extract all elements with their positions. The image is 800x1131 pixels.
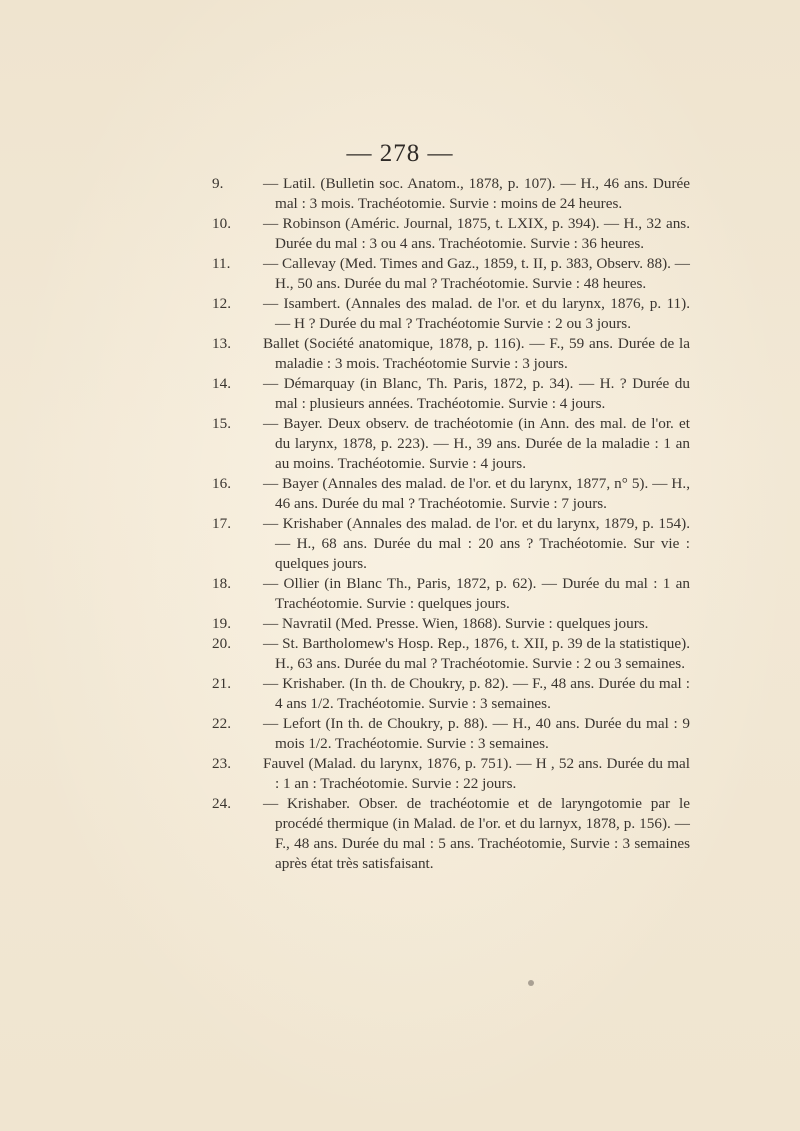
entry-number: 22. [212,715,231,732]
entry-text: — Callevay (Med. Times and Gaz., 1859, t. II, p. 383, Observ. 88). — H., 50 ans. Durée du mal ? Trachéotomie. Survie : 48 heures. [263,255,690,292]
list-item [212,754,690,794]
list-item [212,714,690,754]
list-item [212,514,690,574]
entry-text: — Démarquay (in Blanc, Th. Paris, 1872, p. 34). — H. ? Durée du mal : plusieurs années. Trachéotomie. Survie : 4 jours. [263,375,690,412]
list-item [212,374,690,414]
entry-text: — Robinson (Améric. Journal, 1875, t. LXIX, p. 394). — H., 32 ans. Durée du mal : 3 ou 4 ans. Trachéotomie. Survie : 36 heures. [263,215,690,252]
entry-number: 20. [212,635,231,652]
entry-text: — Isambert. (Annales des malad. de l'or. et du larynx, 1876, p. 11). — H ? Durée du mal ? Trachéotomie Survie : 2 ou 3 jours. [263,295,690,332]
entry-text: Fauvel (Malad. du larynx, 1876, p. 751). — H , 52 ans. Durée du mal : 1 an : Trachéotomie. Survie : 22 jours. [263,755,690,792]
list-item [212,634,690,674]
list-item [212,254,690,294]
list-item [212,174,690,214]
entry-number: 16. [212,475,231,492]
list-item [212,214,690,254]
list-item [212,474,690,514]
list-item [212,574,690,614]
entry-number: 21. [212,675,231,692]
ink-dot [528,980,534,986]
entry-number: 15. [212,415,231,432]
list-item [212,674,690,714]
list-item [212,794,690,874]
entry-text: — St. Bartholomew's Hosp. Rep., 1876, t. XII, p. 39 de la statistique). H., 63 ans. Durée du mal ? Trachéotomie. Survie : 2 ou 3 semaines. [263,635,690,672]
case-list [212,174,690,874]
entry-number: 18. [212,575,231,592]
entry-number: 9. [212,175,224,192]
entry-text: — Lefort (In th. de Choukry, p. 88). — H., 40 ans. Durée du mal : 9 mois 1/2. Trachéotomie. Survie : 3 semaines. [263,715,690,752]
list-item [212,614,690,634]
entry-number: 23. [212,755,231,772]
entry-number: 24. [212,795,231,812]
entry-text: — Navratil (Med. Presse. Wien, 1868). Survie : quelques jours. [263,615,649,632]
entry-text: Ballet (Société anatomique, 1878, p. 116). — F., 59 ans. Durée de la maladie : 3 mois. Trachéotomie Survie : 3 jours. [263,335,690,372]
entry-text: — Ollier (in Blanc Th., Paris, 1872, p. 62). — Durée du mal : 1 an Trachéotomie. Survie : quelques jours. [263,575,690,612]
entry-number: 19. [212,615,231,632]
entry-text: — Bayer (Annales des malad. de l'or. et du larynx, 1877, n° 5). — H., 46 ans. Durée du mal ? Trachéotomie. Survie : 7 jours. [263,475,690,512]
list-item [212,294,690,334]
entry-text: — Krishaber. Obser. de trachéotomie et de laryngotomie par le procédé thermique (in Malad. de l'or. et du larnyx, 1878, p. 156). — F., 48 ans. Durée du mal : 5 ans. Trachéotomie, Survie : 3 semaines après état très satisfaisant. [263,795,690,872]
entry-number: 10. [212,215,231,232]
entry-text: — Krishaber. (In th. de Choukry, p. 82). — F., 48 ans. Durée du mal : 4 ans 1/2. Trachéotomie. Survie : 3 semaines. [263,675,690,712]
entry-number: 17. [212,515,231,532]
entry-number: 14. [212,375,231,392]
list-item [212,414,690,474]
entry-number: 11. [212,255,231,272]
page-number: — 278 — [346,140,454,167]
list-item [212,334,690,374]
entry-text: — Krishaber (Annales des malad. de l'or. et du larynx, 1879, p. 154). — H., 68 ans. Durée du mal : 20 ans ? Trachéotomie. Sur vie : quelques jours. [263,515,690,572]
entry-text: — Bayer. Deux observ. de trachéotomie (in Ann. des mal. de l'or. et du larynx, 1878, p. 223). — H., 39 ans. Durée de la maladie : 1 an au moins. Trachéotomie. Survie : 4 jours. [263,415,690,472]
entry-number: 13. [212,335,231,352]
entry-number: 12. [212,295,231,312]
entry-text: — Latil. (Bulletin soc. Anatom., 1878, p. 107). — H., 46 ans. Durée mal : 3 mois. Trachéotomie. Survie : moins de 24 heures. [263,175,690,212]
